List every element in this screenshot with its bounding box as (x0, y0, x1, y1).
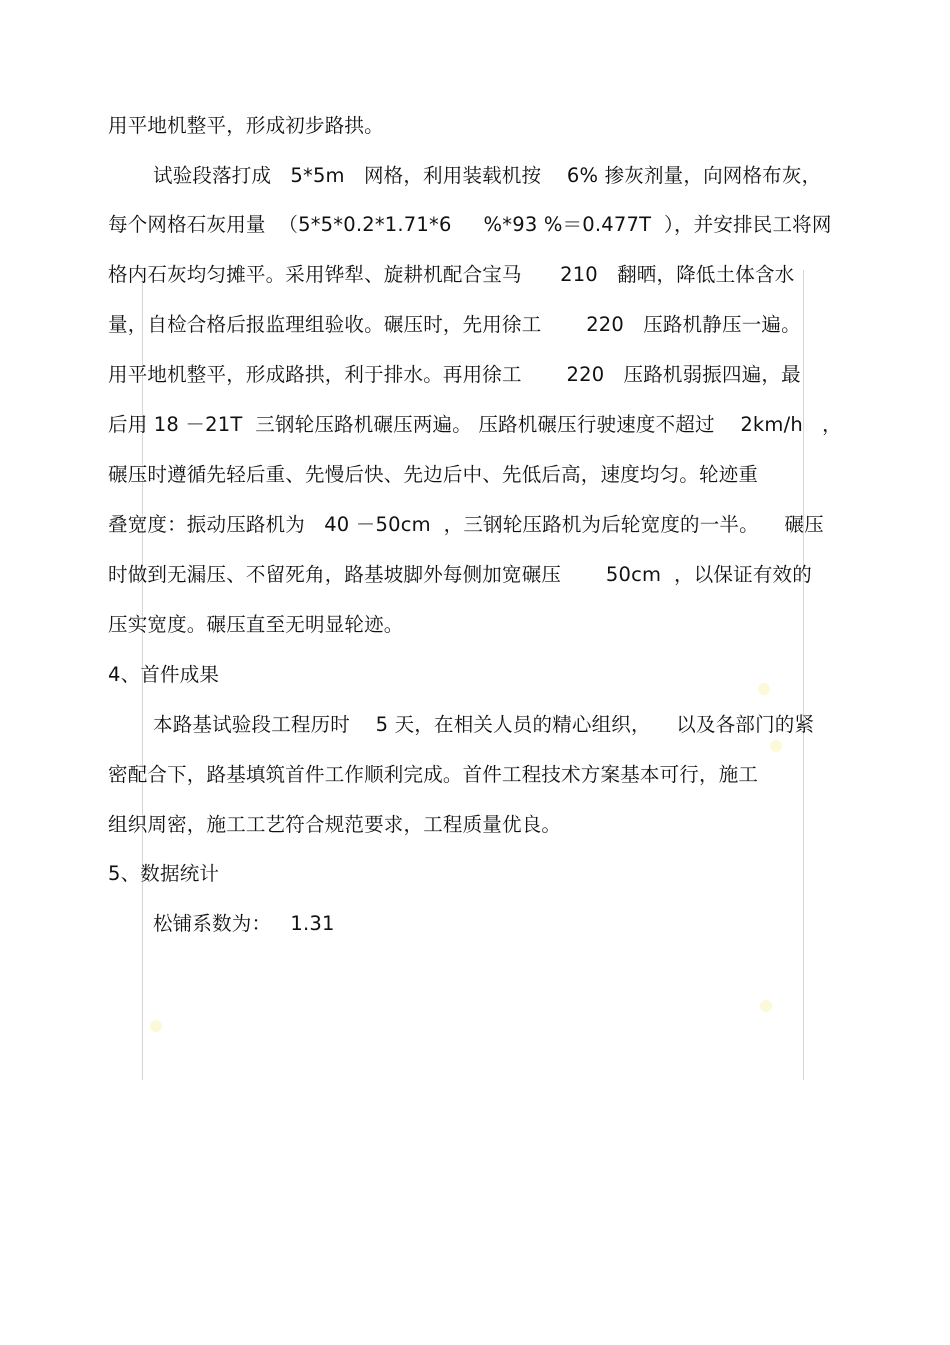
paragraph-line: 量，自检合格后报监理组验收。碾压时，先用徐工 220 压路机静压一遍。 (108, 313, 801, 336)
background-speckle (770, 740, 782, 752)
statistic-line: 松铺系数为： 1.31 (153, 912, 335, 935)
section-heading: 5、数据统计 (108, 862, 220, 885)
paragraph-line: 用平地机整平，形成路拱，利于排水。再用徐工 220 压路机弱振四遍，最 (108, 363, 801, 386)
paragraph-line: 用平地机整平，形成初步路拱。 (108, 114, 384, 137)
paragraph-line: 密配合下，路基填筑首件工作顺利完成。首件工程技术方案基本可行，施工 (108, 763, 759, 786)
background-speckle (760, 1000, 772, 1012)
section-heading: 4、首件成果 (108, 663, 220, 686)
paragraph-line: 试验段落打成 5*5m 网格，利用装载机按 6% 掺灰剂量，向网格布灰， (153, 164, 822, 187)
paragraph-line: 组织周密，施工工艺符合规范要求，工程质量优良。 (108, 813, 562, 836)
paragraph-line: 压实宽度。碾压直至无明显轮迹。 (108, 613, 404, 636)
margin-rule-right (803, 270, 804, 1080)
paragraph-line: 格内石灰均匀摊平。采用铧犁、旋耕机配合宝马 210 翻晒，降低土体含水 (108, 263, 795, 286)
paragraph-line: 每个网格石灰用量 （5*5*0.2*1.71*6 %*93 %＝0.477T ），并安排民工将网 (108, 213, 832, 236)
background-speckle (758, 683, 770, 695)
paragraph-line: 叠宽度：振动压路机为 40 －50cm ，三钢轮压路机为后轮宽度的一半。 碾压 (108, 513, 824, 536)
paragraph-line: 后用 18 －21T 三钢轮压路机碾压两遍。 压路机碾压行驶速度不超过 2km/h ， (108, 413, 842, 436)
paragraph-line: 碾压时遵循先轻后重、先慢后快、先边后中、先低后高，速度均匀。轮迹重 (108, 463, 759, 486)
paragraph-line: 时做到无漏压、不留死角，路基坡脚外每侧加宽碾压 50cm ，以保证有效的 (108, 563, 812, 586)
paragraph-line: 本路基试验段工程历时 5 天，在相关人员的精心组织， 以及各部门的紧 (153, 713, 815, 736)
background-speckle (150, 1020, 162, 1032)
